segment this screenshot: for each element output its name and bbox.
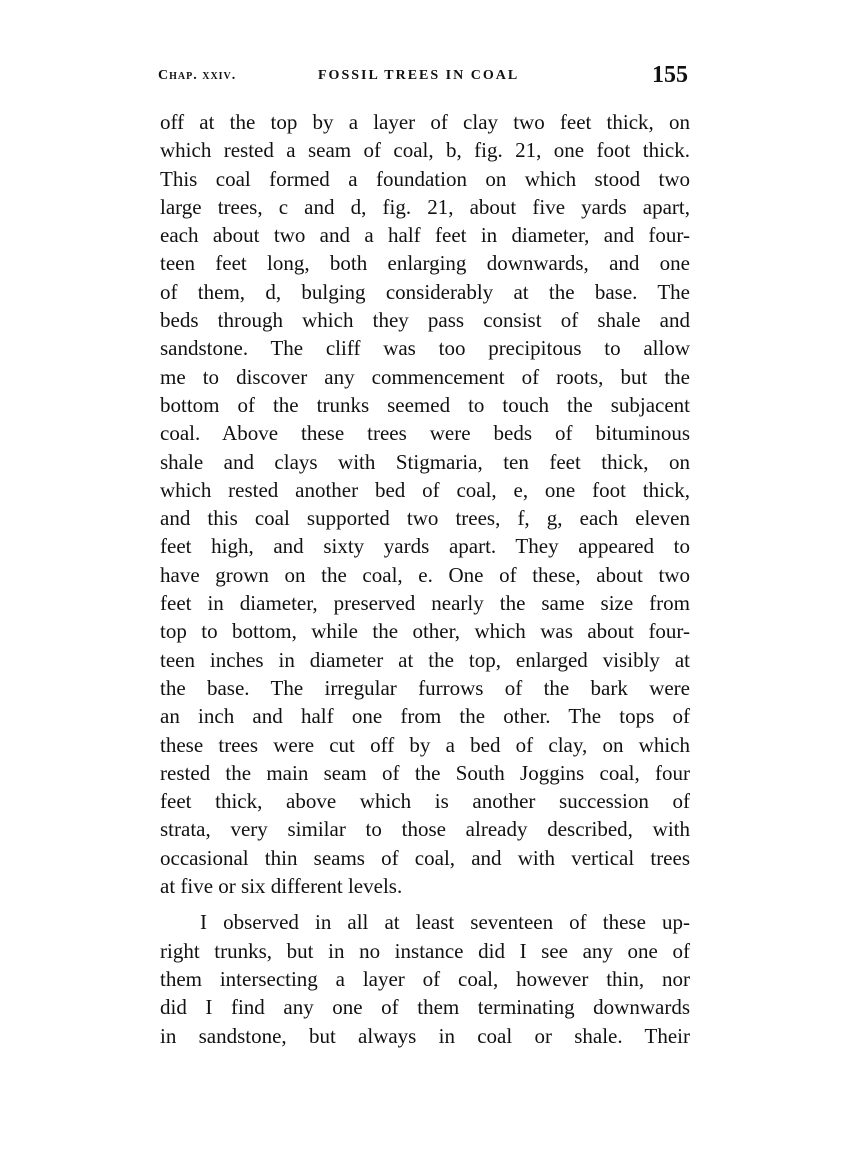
text-line: top to bottom, while the other, which was about four- bbox=[160, 619, 690, 644]
text-line: sandstone. The cliff was too precipitous to allow bbox=[160, 336, 690, 361]
text-line: at five or six different levels. bbox=[160, 874, 403, 899]
text-line: me to discover any commencement of roots, but the bbox=[160, 364, 690, 389]
page-number: 155 bbox=[652, 62, 688, 88]
text-line: each about two and a half feet in diameter, and four- bbox=[160, 223, 690, 248]
text-line: feet high, and sixty yards apart. They appeared to bbox=[160, 534, 690, 559]
running-head bbox=[158, 62, 688, 96]
text-line: have grown on the coal, e. One of these, about two bbox=[160, 562, 690, 587]
text-line: rested the main seam of the South Joggins coal, four bbox=[160, 760, 690, 785]
text-line: the base. The irregular furrows of the bark were bbox=[160, 675, 690, 700]
text-line: them intersecting a layer of coal, however thin, nor bbox=[160, 966, 690, 991]
text-line: an inch and half one from the other. The tops of bbox=[160, 704, 690, 729]
text-line: feet thick, above which is another succession of bbox=[160, 789, 690, 814]
text-line: bottom of the trunks seemed to touch the subjacent bbox=[160, 392, 690, 417]
body-text bbox=[160, 108, 690, 1050]
text-line: This coal formed a foundation on which stood two bbox=[160, 166, 690, 191]
text-line: strata, very similar to those already described, with bbox=[160, 817, 690, 842]
text-line: large trees, c and d, fig. 21, about five yards apart, bbox=[160, 194, 690, 219]
running-title: FOSSIL TREES IN COAL bbox=[318, 68, 520, 83]
text-line: did I find any one of them terminating downwards bbox=[160, 995, 690, 1020]
text-line: teen feet long, both enlarging downwards, and one bbox=[160, 251, 690, 276]
text-line: teen inches in diameter at the top, enlarged visibly at bbox=[160, 647, 690, 672]
paragraph bbox=[160, 108, 690, 900]
text-line: off at the top by a layer of clay two feet thick, on bbox=[160, 110, 690, 134]
text-line: shale and clays with Stigmaria, ten feet thick, on bbox=[160, 449, 690, 474]
text-line: which rested a seam of coal, b, fig. 21, one foot thick. bbox=[160, 138, 690, 163]
text-line: these trees were cut off by a bed of clay, on which bbox=[160, 732, 690, 757]
text-line: occasional thin seams of coal, and with vertical trees bbox=[160, 845, 690, 870]
text-line: right trunks, but in no instance did I see any one of bbox=[160, 938, 690, 963]
text-line: in sandstone, but always in coal or shale. Their bbox=[160, 1023, 690, 1048]
text-line: beds through which they pass consist of shale and bbox=[160, 308, 690, 333]
text-line: feet in diameter, preserved nearly the same size from bbox=[160, 591, 690, 616]
text-line: which rested another bed of coal, e, one foot thick, bbox=[160, 477, 690, 502]
text-line: and this coal supported two trees, f, g, each eleven bbox=[160, 506, 690, 531]
text-line: coal. Above these trees were beds of bituminous bbox=[160, 421, 690, 446]
paragraph bbox=[160, 908, 690, 1049]
text-line: I observed in all at least seventeen of these up- bbox=[200, 910, 690, 935]
text-line: of them, d, bulging considerably at the base. The bbox=[160, 279, 690, 304]
chapter-label: Chap. xxiv. bbox=[158, 68, 237, 83]
